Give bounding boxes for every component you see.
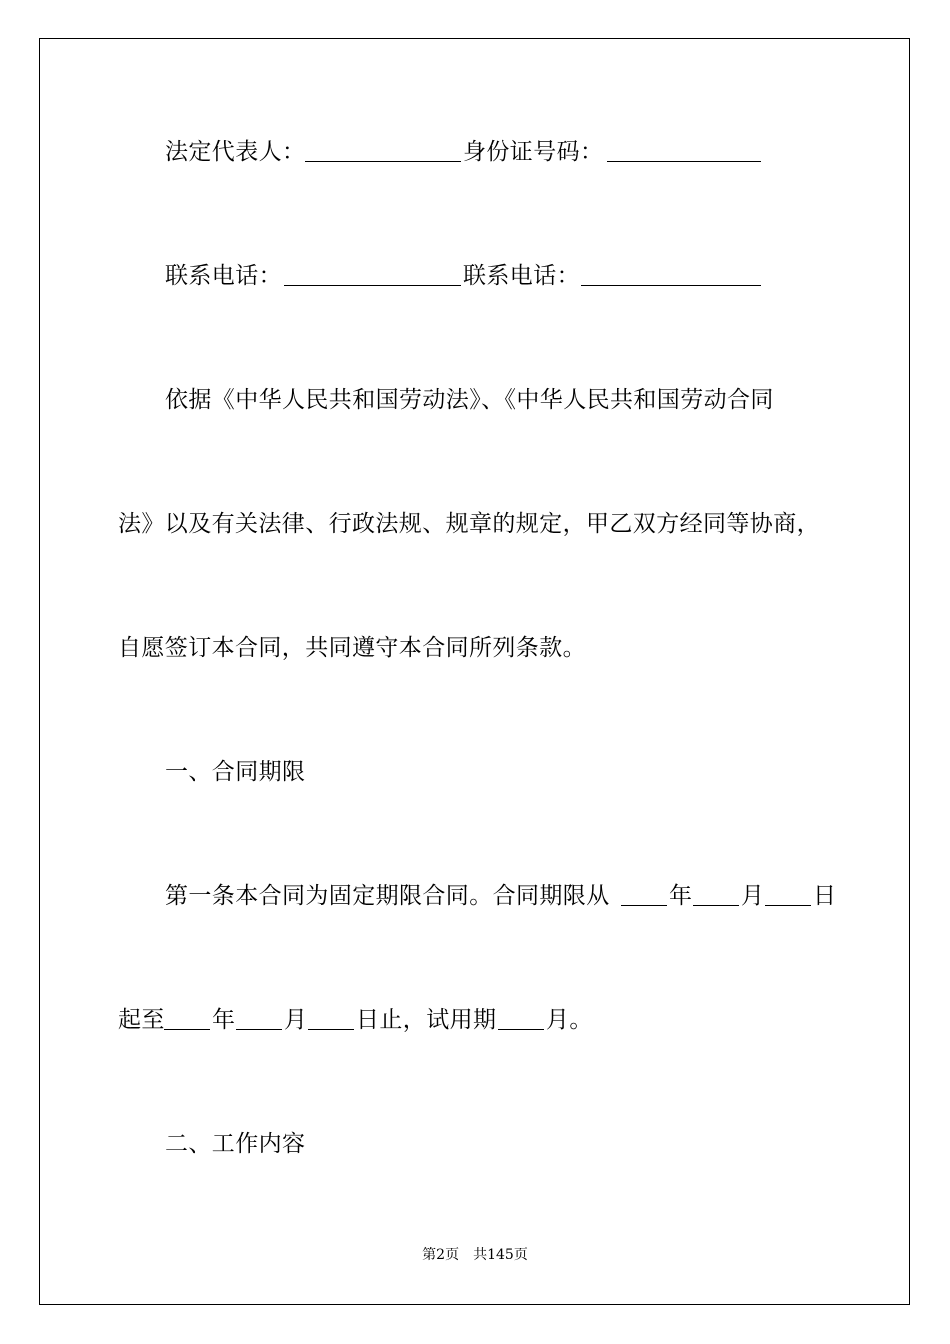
article-text: 日止，试用期 <box>356 1007 497 1033</box>
contact-phone-label-2: 联系电话： <box>463 263 580 289</box>
section-heading <box>0 1126 950 1162</box>
month-blank <box>693 905 739 906</box>
contact-phone-blank-1 <box>284 285 461 286</box>
article-line <box>0 878 950 914</box>
article-text: 年 <box>669 883 693 909</box>
probation-blank <box>498 1029 544 1030</box>
page-number: 第2页 <box>422 1247 460 1263</box>
page-total: 共145页 <box>473 1247 528 1263</box>
page-border <box>39 38 910 1305</box>
paragraph-text: 法》以及有关法律、行政法规、规章的规定，甲乙双方经同等协商， <box>118 511 820 537</box>
section-heading-text: 二、工作内容 <box>165 1131 306 1157</box>
article-text: 年 <box>212 1007 236 1033</box>
day-blank <box>308 1029 354 1030</box>
article-text: 起至 <box>118 1007 165 1033</box>
year-blank <box>621 905 667 906</box>
contact-phone-line <box>0 258 950 294</box>
article-line <box>0 1002 950 1038</box>
article-text: 月 <box>284 1007 308 1033</box>
contact-phone-blank-2 <box>581 285 761 286</box>
legal-representative-blank <box>305 161 461 162</box>
article-text: 月。 <box>546 1007 593 1033</box>
paragraph-line <box>0 382 950 418</box>
article-text: 月 <box>741 883 765 909</box>
paragraph-line <box>0 506 950 542</box>
id-number-blank <box>607 161 761 162</box>
month-blank <box>236 1029 282 1030</box>
paragraph-line <box>0 630 950 666</box>
day-blank <box>765 905 811 906</box>
article-text: 第一条本合同为固定期限合同。合同期限从 <box>165 883 610 909</box>
paragraph-text: 自愿签订本合同，共同遵守本合同所列条款。 <box>118 635 586 661</box>
legal-representative-label: 法定代表人： <box>165 139 306 165</box>
page-footer <box>0 1245 950 1265</box>
contact-phone-label-1: 联系电话： <box>165 263 282 289</box>
id-number-label: 身份证号码： <box>463 139 604 165</box>
paragraph-text: 依据《中华人民共和国劳动法》、《中华人民共和国劳动合同 <box>165 387 774 413</box>
article-text: 日 <box>813 883 837 909</box>
section-heading-text: 一、合同期限 <box>165 759 306 785</box>
section-heading <box>0 754 950 790</box>
year-blank <box>164 1029 210 1030</box>
legal-representative-line <box>0 134 950 170</box>
